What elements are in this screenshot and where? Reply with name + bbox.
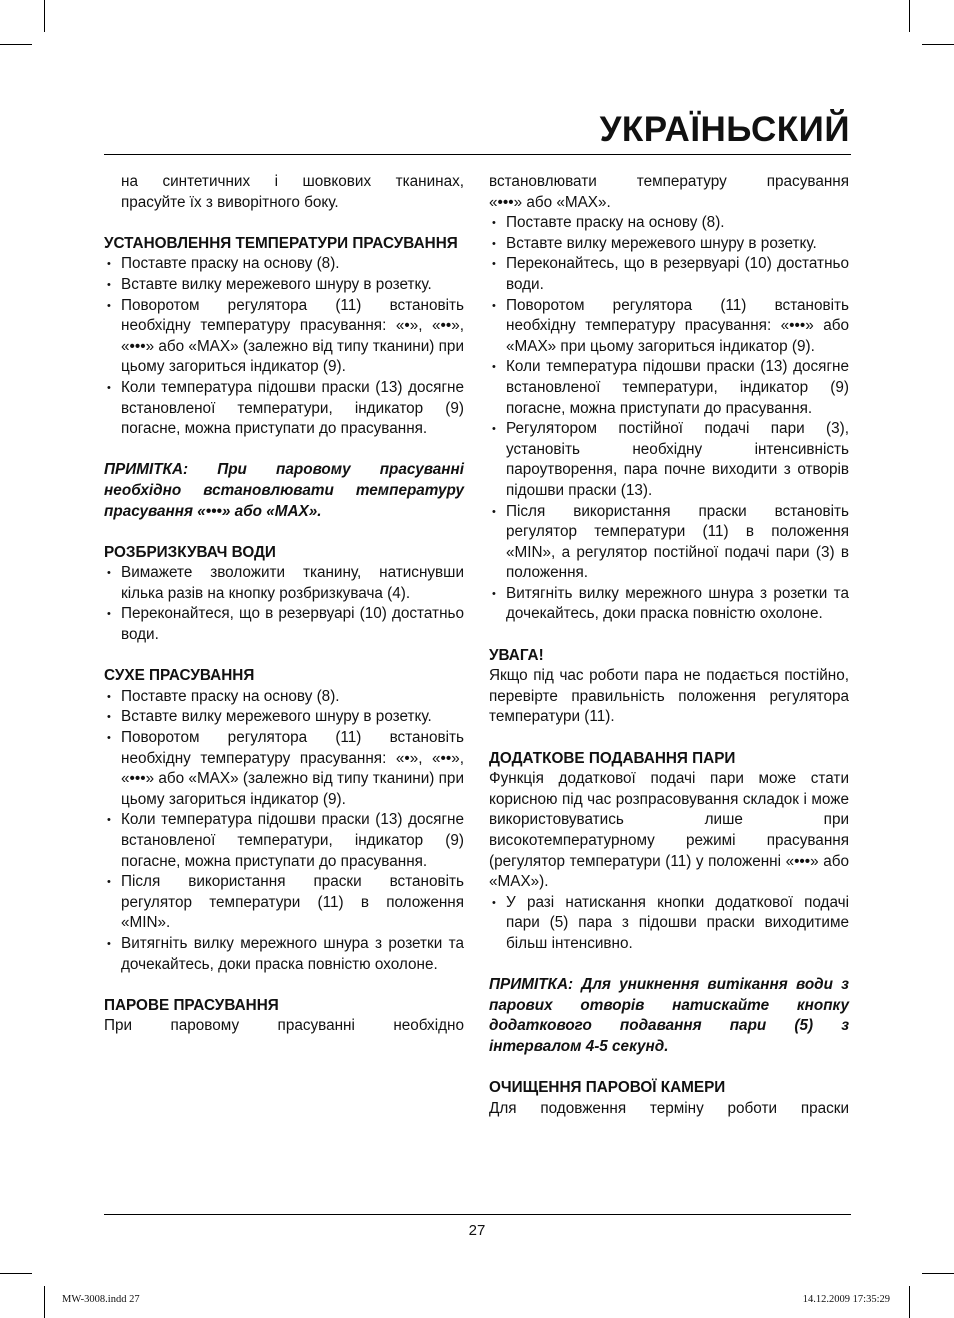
left-column — [104, 172, 464, 1037]
steam-ironing-text: При паровому прасуванні необхідно — [104, 1017, 464, 1035]
sprayer-list — [104, 563, 464, 645]
continued-line-2: «•••» або «MAX». — [489, 193, 611, 211]
list-item: • Після використання праски встановіть регулятор температури (11) в положення «MIN». — [104, 872, 464, 934]
list-item: • Вимажете зволожити тканину, натиснувши кілька разів на кнопку розбризкувача (4). — [104, 563, 464, 604]
list-item: • Переконайтеся, що в резервуарі (10) достатньо води. — [104, 604, 464, 645]
list-item: • Поворотом регулятора (11) встановіть необхідну температуру прасування: «•», «••», «•••» або «MAX» (залежно від типу тканини) при цьому загориться індикатор (9). — [104, 728, 464, 810]
list-item: • Витягніть вилку мережного шнура з розетки та дочекайтесь, доки праска повністю охолоне. — [489, 584, 849, 625]
list-item: • Поворотом регулятора (11) встановіть необхідну температуру прасування: «•», «••», «•••» або «MAX» (залежно від типу тканини) при цьому загориться індикатор (9). — [104, 296, 464, 378]
list-item: • Коли температура підошви праски (13) досягне встановленої температури, індикатор (9) погасне, можна приступати до прасування. — [104, 378, 464, 440]
intro-line-2: прасуйте їх з виворітного боку. — [121, 193, 339, 211]
crop-mark — [0, 44, 32, 45]
header-rule — [104, 154, 851, 155]
list-item: • Поставте праску на основу (8). — [489, 213, 849, 234]
extra-steam-list — [489, 893, 849, 955]
section-heading-sprayer: РОЗБРИЗКУВАЧ ВОДИ — [104, 543, 276, 561]
right-column — [489, 172, 849, 1119]
list-item: • У разі натискання кнопки додаткової подачі пари (5) пара з підошви праски виходитиме більш інтенсивно. — [489, 893, 849, 955]
crop-mark — [922, 1273, 954, 1274]
section-heading-steam-ironing: ПАРОВЕ ПРАСУВАННЯ — [104, 996, 279, 1014]
crop-mark — [44, 1286, 45, 1318]
crop-mark — [922, 44, 954, 45]
section-heading-temperature: УСТАНОВЛЕННЯ ТЕМПЕРАТУРИ ПРАСУВАННЯ — [104, 234, 458, 252]
list-item: • Після використання праски встановіть регулятор температури (11) в положення «MIN», а регулятор постійної подачі пари (3) в положення. — [489, 502, 849, 584]
note-extra-steam: ПРИМІТКА: Для уникнення витікання води з парових отворів натискайте кнопку додаткового подавання пари (5) з інтервалом 4-5 секунд. — [489, 976, 849, 1055]
crop-mark — [0, 1273, 32, 1274]
section-heading-cleaning: ОЧИЩЕННЯ ПАРОВОЇ КАМЕРИ — [489, 1079, 726, 1097]
section-heading-extra-steam: ДОДАТКОВЕ ПОДАВАННЯ ПАРИ — [489, 749, 736, 767]
warning-text: Якщо під час роботи пара не подається постійно, перевірте правильність положення регулятора температури (11). — [489, 667, 849, 726]
list-item: • Вставте вилку мережевого шнуру в розетку. — [104, 707, 464, 728]
list-item: • Поворотом регулятора (11) встановіть необхідну температуру прасування: «•••» або «MAX» при цьому загориться індикатор (9). — [489, 296, 849, 358]
intro-line-1: на синтетичних і шовкових тканинах, — [121, 173, 464, 190]
cleaning-text: Для подовження терміну роботи праски — [489, 1099, 849, 1117]
slug-date: 14.12.2009 17:35:29 — [802, 1294, 890, 1305]
list-item: • Переконайтесь, що в резервуарі (10) достатньо води. — [489, 254, 849, 295]
section-heading-dry-ironing: СУХЕ ПРАСУВАННЯ — [104, 667, 255, 685]
list-item: • Вставте вилку мережевого шнуру в розетку. — [104, 275, 464, 296]
list-item: • Вставте вилку мережевого шнуру в розетку. — [489, 234, 849, 255]
note-steam-temperature: ПРИМІТКА: При паровому прасуванні необхідно встановлювати температуру прасування «•••» або «MAX». — [104, 461, 464, 520]
page-number: 27 — [468, 1222, 486, 1239]
list-item: • Коли температура підошви праски (13) досягне встановленої температури, індикатор (9) погасне, можна приступати до прасування. — [489, 357, 849, 419]
crop-mark — [909, 0, 910, 32]
list-item: • Поставте праску на основу (8). — [104, 254, 464, 275]
list-item: • Витягніть вилку мережного шнура з розетки та дочекайтесь, доки праска повністю охолоне. — [104, 934, 464, 975]
crop-mark — [909, 1286, 910, 1318]
crop-mark — [44, 0, 45, 32]
steam-ironing-list — [489, 213, 849, 625]
list-item: • Коли температура підошви праски (13) досягне встановленої температури, індикатор (9) погасне, можна приступати до прасування. — [104, 810, 464, 872]
list-item: • Поставте праску на основу (8). — [104, 687, 464, 708]
dry-ironing-list — [104, 687, 464, 975]
page-title: УКРАЇНЬСКИЙ — [599, 110, 850, 149]
footer-rule — [104, 1214, 851, 1215]
extra-steam-text: Функція додаткової подачі пари може стати корисною під час розпрасовування складок і може використовуватись лише при високотемпературному режимі прасування (регулятор температури (11) у положенні «•••» або «MAX»). — [489, 770, 849, 891]
continued-line-1: встановлювати температуру прасування — [489, 173, 849, 190]
temperature-list — [104, 254, 464, 439]
list-item: • Регулятором постійної подачі пари (3), установіть необхідну інтенсивність пароутворення, пара почне виходити з отворів підошви праски (13). — [489, 419, 849, 501]
slug-file-name: MW-3008.indd 27 — [62, 1294, 140, 1305]
section-heading-warning: УВАГА! — [489, 646, 544, 664]
